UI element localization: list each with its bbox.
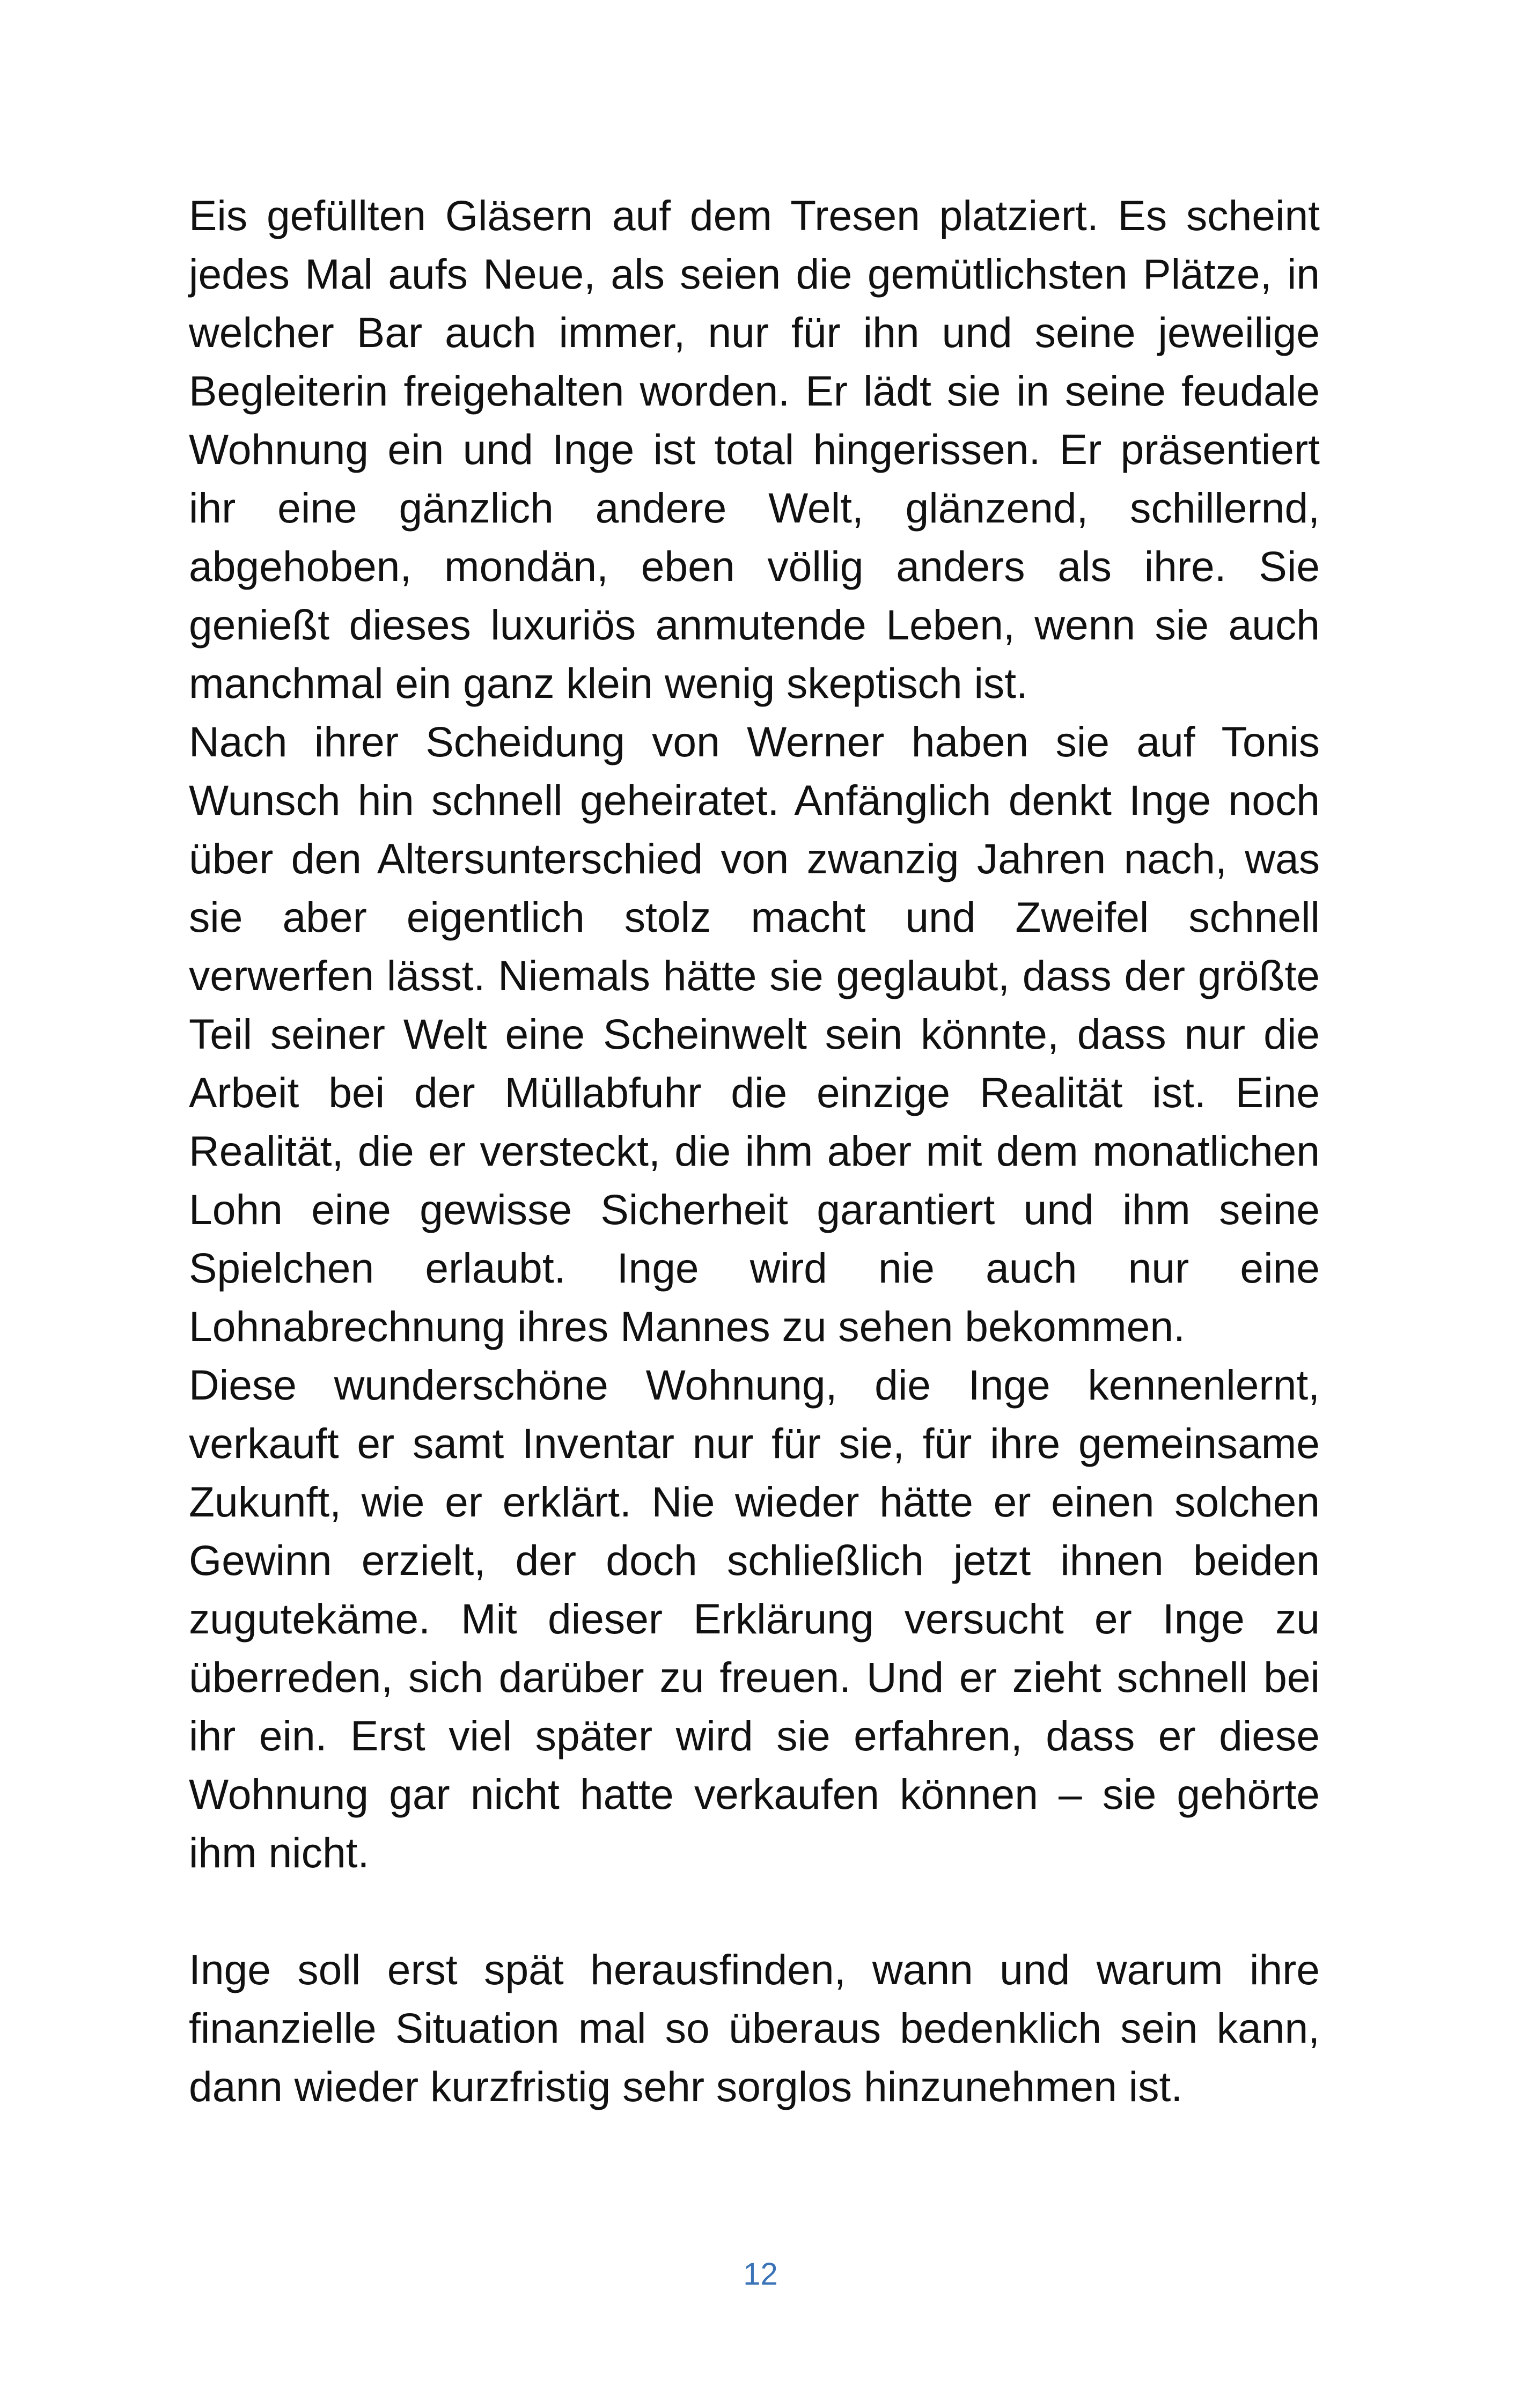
paragraph-1: Eis gefüllten Gläsern auf dem Tresen platziert. Es scheint jedes Mal aufs Neue, als seien die gemütlichsten Plätze, in welcher Bar auch immer, nur für ihn und seine jeweilige Begleiterin freigehalten worden. Er lädt sie in seine feudale Wohnung ein und Inge ist total hingerissen. Er präsentiert ihr eine gänzlich andere Welt, glänzend, schillernd, abgehoben, mondän, eben völlig anders als ihre. Sie genießt dieses luxuriös anmutende Leben, wenn sie auch manchmal ein ganz klein wenig skeptisch ist.: [189, 192, 1320, 707]
page-number: 12: [743, 2257, 778, 2292]
paragraph-4: Inge soll erst spät herausfinden, wann und warum ihre finanzielle Situation mal so überaus bedenklich sein kann, dann wieder kurzfristig sehr sorglos hinzunehmen ist.: [189, 1946, 1320, 2110]
paragraph-3: Diese wunderschöne Wohnung, die Inge kennenlernt, verkauft er samt Inventar nur für sie, für ihre gemeinsame Zukunft, wie er erklärt. Nie wieder hätte er einen solchen Gewinn erzielt, der doch schließlich jetzt ihnen beiden zugutekäme. Mit dieser Erklärung versucht er Inge zu überreden, sich darüber zu freuen. Und er zieht schnell bei ihr ein. Erst viel später wird sie erfahren, dass er diese Wohnung gar nicht hatte verkaufen können – sie gehörte ihm nicht.: [189, 1361, 1320, 1876]
paragraph-2: Nach ihrer Scheidung von Werner haben sie auf Tonis Wunsch hin schnell geheiratet. Anfänglich denkt Inge noch über den Altersunterschied von zwanzig Jahren nach, was sie aber eigentlich stolz macht und Zweifel schnell verwerfen lässt. Niemals hätte sie geglaubt, dass der größte Teil seiner Welt eine Scheinwelt sein könnte, dass nur die Arbeit bei der Müllabfuhr die einzige Realität ist. Eine Realität, die er versteckt, die ihm aber mit dem monatlichen Lohn eine gewisse Sicherheit garantiert und ihm seine Spielchen erlaubt. Inge wird nie auch nur eine Lohnabrechnung ihres Mannes zu sehen bekommen.: [189, 718, 1320, 1350]
body-text: [189, 187, 1320, 2116]
